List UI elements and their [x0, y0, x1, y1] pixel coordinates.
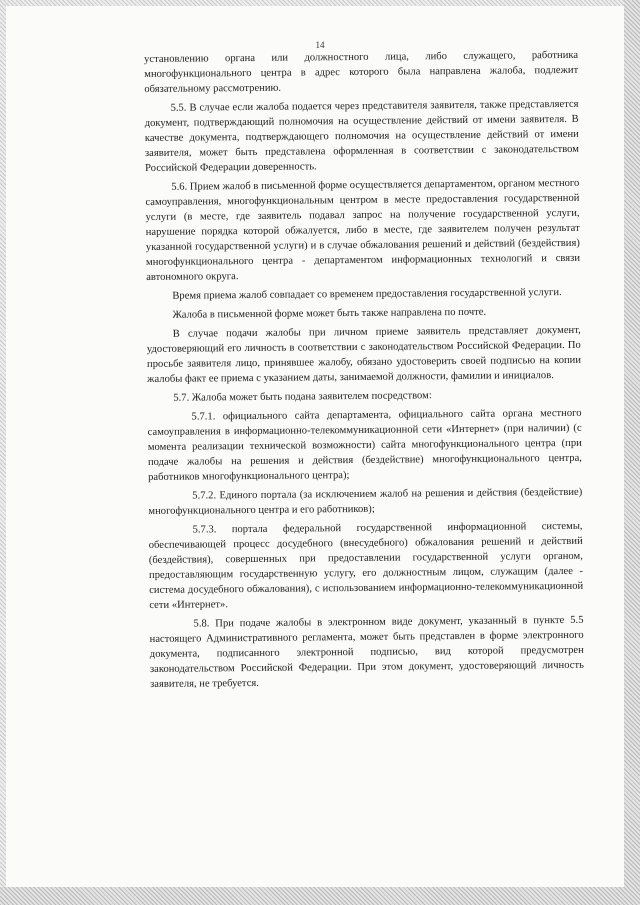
- document-body: [144, 48, 584, 696]
- paragraph-continuation: установлению органа или должностного лица, либо служащего, работника многофункционального центра в адрес которого была направлена жалоба, подлежит обязательному рассмотрению.: [144, 49, 579, 95]
- scan-edge-top: [0, 0, 640, 6]
- paragraph-mail: Жалоба в письменной форме может быть также направлена по почте.: [172, 306, 487, 321]
- scan-edge-left: [0, 0, 6, 905]
- paragraph-5-8: 5.8. При подаче жалобы в электронном виде документ, указанный в пункте 5.5 настоящего Административного регламента, может быть представлен в форме электронного документа, подписанного электронной подписью, вид которой предусмотрен законодательством Российской Федерации. При этом документ, удостоверяющий личность заявителя, не требуется.: [149, 614, 584, 690]
- paragraph-5-7-1: 5.7.1. официального сайта департамента, официального сайта органа местного самоуправления в информационно-телекоммуникационной сети «Интернет» (при наличии) (с момента реализации технической возможности) сайта многофункционального центра (при подаче жалобы на решения и действия (бездействие) многофункционального центра, работников многофункционального центра);: [147, 407, 582, 483]
- paragraph-5-5: 5.5. В случае если жалоба подается через представителя заявителя, также представляется документ, подтверждающий полномочия на осуществление действий от имени заявителя. В качестве документа, подтверждающего полномочия на осуществление действий от имени заявителя, может быть представлена оформленная в соответствии с законодательством Российской Федерации доверенность.: [144, 98, 580, 174]
- paragraph-personal-reception: В случае подачи жалобы при личном приеме заявитель представляет документ, удостоверяющий его личность в соответствии с законодательством Российской Федерации. По просьбе заявителя лицо, принявшее жалобу, обязано удостоверить своей подписью на копии жалобы факт ее приема с указанием даты, занимаемой должности, фамилии и инициалов.: [146, 324, 582, 385]
- scan-edge-bottom: [0, 887, 640, 905]
- paragraph-reception-time: Время приема жалоб совпадает со временем предоставления государственной услуги.: [172, 287, 562, 302]
- scan-edge-right: [624, 0, 640, 905]
- paragraph-5-6: 5.6. Прием жалоб в письменной форме осуществляется департаментом, органом местного самоуправления, многофункциональным центром в месте предоставления государственной услуги (в месте, где заявитель подавал запрос на получение государственной услуги, нарушение порядка которой обжалуется, либо в месте, где заявителем получен результат указанной государственной услуги) и в случае обжалования решений и действий (бездействия) многофункционального центра - департаментом информационных технологий и связи автономного округа.: [145, 177, 581, 283]
- paragraph-5-7-2: 5.7.2. Единого портала (за исключением жалоб на решения и действия (бездействие) многофункционального центра и его работников);: [148, 486, 583, 517]
- paragraph-5-7: 5.7. Жалоба может быть подана заявителем посредством:: [173, 390, 432, 404]
- paragraph-5-7-3: 5.7.3. портала федеральной государственной информационной системы, обеспечивающей процесс досудебного (внесудебного) обжалования решений и действий (бездействия), совершенных при предоставлении государственной услуги органом, предоставляющим государственную услугу, его должностным лицом, служащим (далее - система досудебного обжалования), с использованием информационно-телекоммуникационной сети «Интернет».: [148, 520, 584, 611]
- page-number: 14: [315, 40, 325, 50]
